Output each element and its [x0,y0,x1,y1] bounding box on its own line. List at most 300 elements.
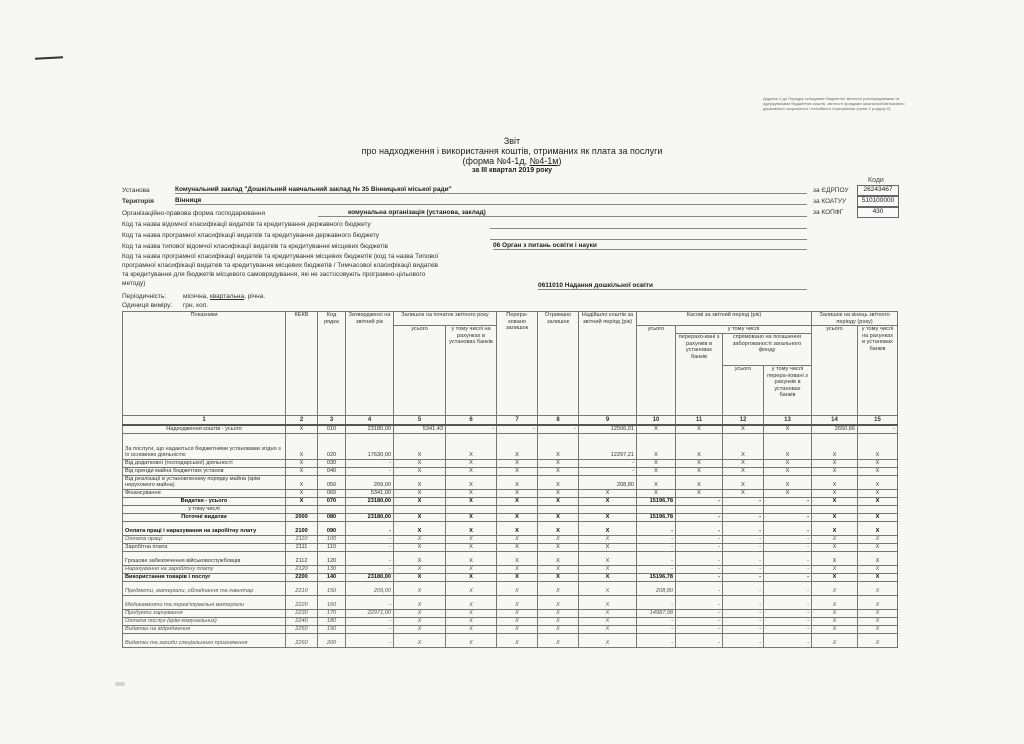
value-cell: X [579,573,637,581]
value-cell: 15196,78 [637,497,676,505]
header-indicators: Показники [123,312,286,416]
value-cell [637,505,676,513]
table-row [123,535,898,543]
value-cell: 140 [318,573,346,581]
value-cell: 160 [318,595,346,609]
value-cell: - [723,543,764,551]
periodicity-quarterly: квартальна [209,293,245,300]
value-cell: 23180,00 [346,573,394,581]
header-income: Надійшло коштів за звітний період (рік) [579,312,637,416]
value-cell: 200 [318,633,346,647]
value-cell: 5341,00 [346,489,394,497]
value-cell: X [579,535,637,543]
value-cell: X [394,521,446,535]
value-cell: 040 [318,467,346,475]
indicator-cell: Від додаткової (господарської) діяльності [123,459,286,467]
value-cell: 23180,00 [346,497,394,505]
value-cell: X [812,497,858,505]
territory-label: Територія [122,198,154,205]
value-cell: 020 [318,433,346,459]
indicator-cell: Предмети, матеріали, обладнання та інвентар [123,581,286,595]
value-cell: X [723,459,764,467]
value-cell: - [723,617,764,625]
value-cell: X [538,625,579,633]
value-cell: X [538,565,579,573]
column-number: 3 [318,416,346,426]
value-cell: 209,00 [346,581,394,595]
value-cell [446,505,497,513]
prog-local-label-1: Код та назва програмної класифікації видатків та кредитування місцевих бюджетів (код та назва Типової [122,253,439,260]
value-cell: X [538,521,579,535]
column-number: 6 [446,416,497,426]
header-end-incl-bank: у тому числі на рахунках в установах банків [858,326,898,416]
periodicity-yearly: , річна. [244,293,266,300]
value-cell: X [394,433,446,459]
value-cell: X [446,459,497,467]
indicator-cell: Оплата праці [123,535,286,543]
indicator-cell: Медикаменти та перев'язувальні матеріали [123,595,286,609]
value-cell: X [497,521,538,535]
value-cell: X [764,489,812,497]
indicator-cell: Видатки - усього [123,497,286,505]
table-row [123,625,898,633]
value-cell: X [637,467,676,475]
value-cell: 010 [318,425,346,433]
value-cell: - [764,513,812,521]
table-row [123,459,898,467]
value-cell: X [579,581,637,595]
value-cell: - [346,633,394,647]
table-row [123,521,898,535]
value-cell: - [723,625,764,633]
value-cell: X [812,543,858,551]
value-cell: X [497,497,538,505]
value-cell: X [394,535,446,543]
value-cell: - [723,581,764,595]
value-cell: X [812,595,858,609]
value-cell: X [394,459,446,467]
value-cell [497,505,538,513]
report-table [122,311,898,648]
value-cell: X [579,617,637,625]
form-prefix: (форма №4-1д, [462,156,530,166]
report-title: Звіт [503,136,521,146]
value-cell: X [394,543,446,551]
header-start-total: усього [394,326,446,416]
value-cell: X [579,513,637,521]
indicator-cell: Від оренди майна бюджетних установ [123,467,286,475]
institution-value: Комунальний заклад "Дошкільний навчальний заклад № 35 Вінницької міської ради" [175,186,807,194]
value-cell: X [497,625,538,633]
value-cell: - [676,617,723,625]
value-cell: - [723,521,764,535]
value-cell: X [538,573,579,581]
value-cell: - [764,581,812,595]
value-cell: X [858,595,898,609]
indicator-cell: Грошове забезпечення військовослужбовців [123,551,286,565]
value-cell: - [676,535,723,543]
header-debt-total: усього [723,366,764,416]
value-cell: X [812,433,858,459]
org-form-value: комунальна організація (установа, заклад) [318,209,807,217]
value-cell: X [286,459,318,467]
value-cell: X [579,497,637,505]
value-cell: - [346,535,394,543]
value-cell [286,505,318,513]
value-cell: X [637,475,676,489]
value-cell: 2112 [286,551,318,565]
periodicity-label: Періодичність: [122,293,167,300]
value-cell: 2200 [286,573,318,581]
value-cell: - [764,565,812,573]
value-cell: 17630,00 [346,433,394,459]
header-approved: Затверджено на звітний рік [346,312,394,416]
value-cell: 2210 [286,581,318,595]
value-cell: X [446,565,497,573]
value-cell: X [858,497,898,505]
appendix-note: Додаток 2 до Порядку складання бюджетної звітності розпорядниками та одержувачами бюджетних коштів, звітності фондами загальнообов'язкового державного соціального і пенсійного страхування (пункт 1 розділу II) [763,96,905,112]
value-cell: 209,00 [346,475,394,489]
value-cell: 208,80 [579,475,637,489]
value-cell: X [812,513,858,521]
value-cell: - [676,633,723,647]
value-cell: 070 [318,497,346,505]
value-cell: X [858,551,898,565]
value-cell: - [497,425,538,433]
report-period: за III квартал 2019 року [472,167,552,174]
value-cell: X [446,573,497,581]
value-cell: X [446,521,497,535]
value-cell: - [637,521,676,535]
value-cell: 22971,00 [346,609,394,617]
column-number: 7 [497,416,538,426]
prog-local-label-3: та кредитування для бюджетів місцевого самоврядування, які не застосовують програмно-цільового [122,271,426,278]
value-cell: X [812,475,858,489]
value-cell: - [723,609,764,617]
header-cash-total: усього [637,326,676,416]
value-cell [723,505,764,513]
value-cell: - [764,617,812,625]
header-row-code: Код рядка [318,312,346,416]
value-cell: - [346,565,394,573]
value-cell: X [394,581,446,595]
value-cell: X [858,617,898,625]
value-cell: - [676,573,723,581]
value-cell: X [764,425,812,433]
table-row [123,475,898,489]
value-cell: X [497,595,538,609]
value-cell: X [394,551,446,565]
value-cell: X [764,467,812,475]
form-suffix: ) [558,156,562,166]
indicator-cell: у тому числі [123,505,286,513]
value-cell: X [812,625,858,633]
value-cell: - [764,535,812,543]
value-cell: X [446,467,497,475]
column-number: 13 [764,416,812,426]
value-cell: 150 [318,581,346,595]
value-cell: X [497,459,538,467]
value-cell: - [764,573,812,581]
header-received: Отримано залишок [538,312,579,416]
value-cell: - [637,625,676,633]
value-cell: X [579,609,637,617]
value-cell: X [446,581,497,595]
prog-state-line [490,239,807,240]
value-cell: 130 [318,565,346,573]
value-cell [394,505,446,513]
value-cell: 100 [318,535,346,543]
value-cell: 050 [318,475,346,489]
header-balance-start: Залишок на початок звітного року [394,312,497,326]
value-cell: X [812,633,858,647]
value-cell: X [858,543,898,551]
value-cell: X [579,625,637,633]
header-transferred: Перера-ховано залишок [497,312,538,416]
column-number: 1 [123,416,286,426]
value-cell: - [764,497,812,505]
value-cell: X [723,475,764,489]
value-cell: X [812,467,858,475]
value-cell: X [497,551,538,565]
value-cell: - [676,551,723,565]
header-balance-end: Залишок на кінець звітного періоду (року) [812,312,898,326]
value-cell: X [394,609,446,617]
value-cell: X [394,513,446,521]
periodicity-monthly: місячна, [183,293,210,300]
value-cell: X [538,551,579,565]
value-cell: X [723,467,764,475]
value-cell: - [346,467,394,475]
value-cell: X [764,459,812,467]
value-cell: X [497,633,538,647]
value-cell: X [538,513,579,521]
value-cell: - [676,521,723,535]
periodicity-value [183,293,265,300]
value-cell: X [394,489,446,497]
value-cell: X [858,433,898,459]
table-row [123,505,898,513]
value-cell: X [723,489,764,497]
value-cell: X [723,433,764,459]
value-cell: X [446,609,497,617]
value-cell: - [723,565,764,573]
value-cell: X [538,433,579,459]
value-cell: X [446,433,497,459]
value-cell: X [446,617,497,625]
indicator-cell: Використання товарів і послуг [123,573,286,581]
value-cell [318,505,346,513]
value-cell: - [764,521,812,535]
value-cell: X [446,497,497,505]
value-cell: - [858,425,898,433]
indicator-cell: Заробітна плата [123,543,286,551]
value-cell: - [723,513,764,521]
value-cell: 15196,78 [637,573,676,581]
code-kopfg: 430 [857,207,899,218]
table-row [123,513,898,521]
header-end-total: усього [812,326,858,416]
prog-local-label-2: програмної класифікації видатків та кредитування місцевих бюджетів / Тимчасової класифікації видатків [122,262,438,269]
value-cell: 5341,43 [394,425,446,433]
value-cell: X [579,489,637,497]
value-cell: - [764,551,812,565]
value-cell: X [812,489,858,497]
value-cell: X [676,425,723,433]
value-cell: - [579,467,637,475]
column-number: 15 [858,416,898,426]
value-cell: 208,80 [637,581,676,595]
value-cell: X [497,573,538,581]
value-cell: X [812,573,858,581]
column-number: 10 [637,416,676,426]
value-cell: X [446,513,497,521]
value-cell [858,505,898,513]
value-cell: X [858,467,898,475]
value-cell: X [676,475,723,489]
value-cell: - [637,617,676,625]
value-cell: - [676,543,723,551]
value-cell: - [676,513,723,521]
column-number: 2 [286,416,318,426]
value-cell: X [446,595,497,609]
value-cell: X [723,425,764,433]
value-cell: X [497,565,538,573]
form-number [0,156,1024,166]
value-cell: - [346,625,394,633]
value-cell: X [497,609,538,617]
value-cell: X [764,433,812,459]
column-number: 14 [812,416,858,426]
value-cell: X [858,513,898,521]
value-cell: - [723,497,764,505]
value-cell: - [346,543,394,551]
column-number: 11 [676,416,723,426]
value-cell: X [538,459,579,467]
header-start-incl-bank: у тому числі на рахунках в установах банків [446,326,497,416]
value-cell: 2120 [286,565,318,573]
value-cell: X [538,609,579,617]
value-cell: X [497,513,538,521]
value-cell: 2650,66 [812,425,858,433]
value-cell: X [538,543,579,551]
value-cell: X [812,617,858,625]
value-cell: X [394,625,446,633]
scan-smudge [115,682,125,686]
table-row [123,609,898,617]
indicator-cell: Нарахування на заробітну плату [123,565,286,573]
value-cell: - [346,617,394,625]
value-cell: - [637,551,676,565]
value-cell: X [637,489,676,497]
value-cell: X [497,543,538,551]
value-cell: X [579,633,637,647]
value-cell: 2100 [286,521,318,535]
value-cell: X [858,459,898,467]
table-row [123,565,898,573]
value-cell: X [286,489,318,497]
value-cell: X [497,475,538,489]
value-cell: X [676,467,723,475]
value-cell: X [676,489,723,497]
value-cell: - [676,581,723,595]
value-cell: X [446,489,497,497]
value-cell: 2111 [286,543,318,551]
table-row [123,425,898,433]
value-cell: X [446,543,497,551]
unit-value: грн, коп. [183,302,209,309]
value-cell: 060 [318,489,346,497]
value-cell: X [764,475,812,489]
value-cell: - [538,425,579,433]
value-cell: X [812,551,858,565]
indicator-cell: Від реалізації в установленому порядку майна (крім нерухомого майна) [123,475,286,489]
territory-value: Вінниця [175,197,807,205]
value-cell: 080 [318,513,346,521]
value-cell: X [579,543,637,551]
org-form-label: Організаційно-правова форма господарювання [122,210,265,217]
value-cell: X [286,467,318,475]
value-cell: - [676,609,723,617]
indicator-cell: За послуги, що надаються бюджетними установами згідно з їх основною діяльністю [123,433,286,459]
value-cell: X [286,497,318,505]
indicator-cell: Видатки на відрядження [123,625,286,633]
value-cell: 2110 [286,535,318,543]
value-cell: - [723,633,764,647]
value-cell [538,505,579,513]
value-cell: 2240 [286,617,318,625]
value-cell: 120 [318,551,346,565]
value-cell: X [812,609,858,617]
value-cell [764,505,812,513]
code-edrpou: 26243467 [857,185,899,196]
value-cell: X [858,609,898,617]
value-cell: X [637,459,676,467]
code-koatuu: 510100000 [857,196,899,207]
header-debt-transferred: у тому числі перера-ховані з рахунків в установах банків [764,366,812,416]
indicator-cell: Фінансування [123,489,286,497]
value-cell: X [579,551,637,565]
value-cell: X [538,595,579,609]
value-cell: - [637,565,676,573]
table-row [123,433,898,459]
value-cell: X [538,633,579,647]
value-cell: X [286,433,318,459]
value-cell: X [858,521,898,535]
table-row [123,543,898,551]
value-cell: X [812,521,858,535]
table-row [123,489,898,497]
value-cell: - [764,609,812,617]
prog-local-label-4: методу) [122,280,146,287]
value-cell: X [812,565,858,573]
value-cell: - [637,633,676,647]
value-cell: X [394,633,446,647]
value-cell: X [394,467,446,475]
value-cell: X [538,475,579,489]
value-cell: 15196,78 [637,513,676,521]
value-cell: X [446,633,497,647]
value-cell: X [497,489,538,497]
value-cell: 190 [318,625,346,633]
value-cell: 2000 [286,513,318,521]
value-cell: X [858,489,898,497]
value-cell: - [346,551,394,565]
value-cell: - [676,497,723,505]
value-cell: X [497,433,538,459]
dept-state-label: Код та назва відомчої класифікації видатків та кредитування державного бюджету [122,221,371,228]
value-cell: - [637,535,676,543]
